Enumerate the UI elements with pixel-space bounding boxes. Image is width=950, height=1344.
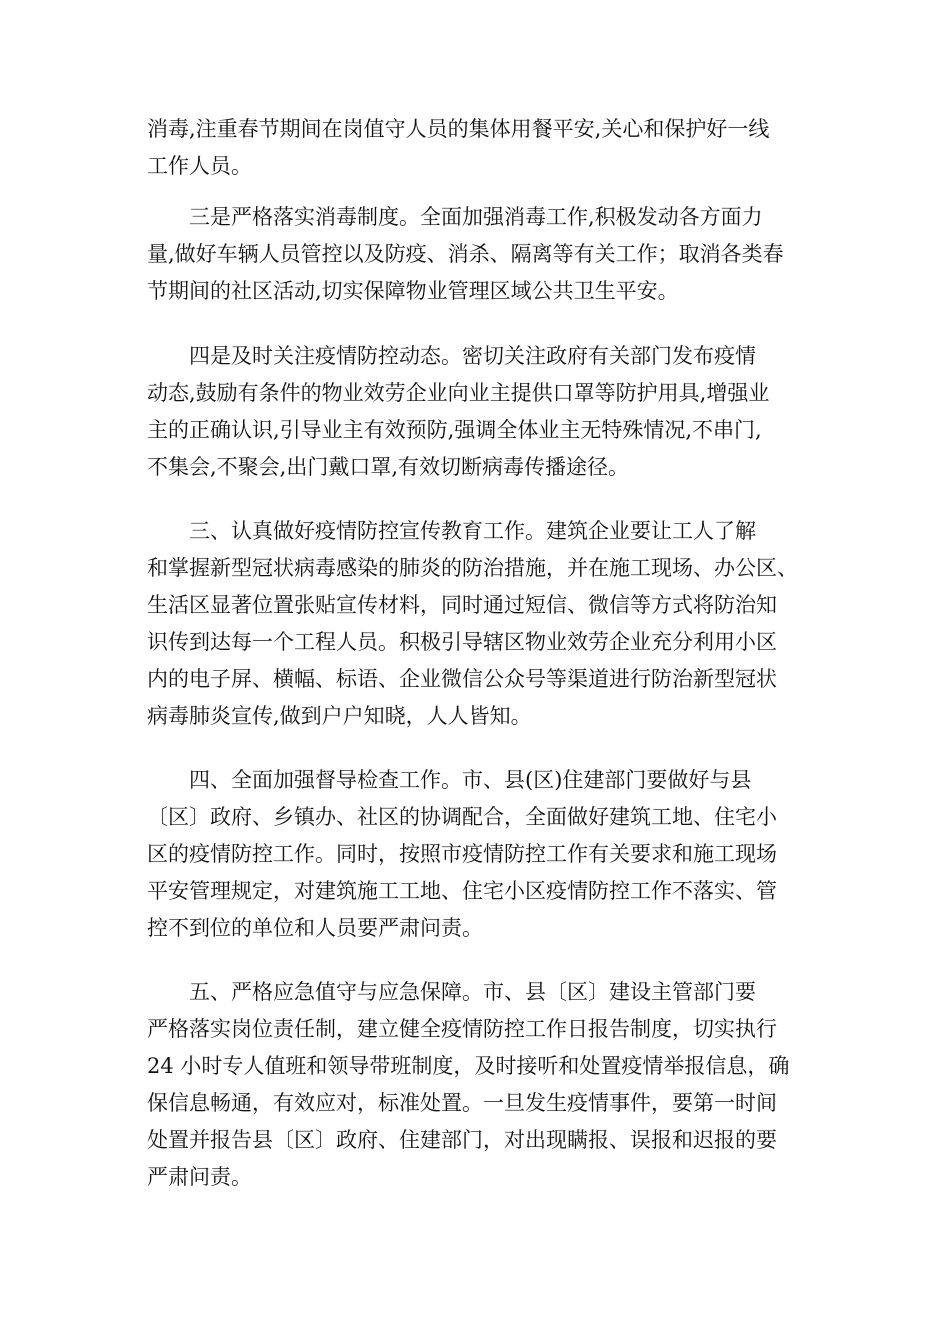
paragraph-line: 节期间的社区活动,切实保障物业管理区域公共卫生平安。 [147,279,679,303]
paragraph-line: 严格落实岗位责任制，建立健全疫情防控工作日报告制度，切实执行 [147,1017,777,1041]
paragraph-line: 量,做好车辆人员管控以及防疫、消杀、隔离等有关工作；取消各类春 [147,242,784,266]
paragraph-line: 和掌握新型冠状病毒感染的肺炎的防治措施，并在施工现场、办公区、 [147,556,798,580]
paragraph-disinfection-meals [147,111,827,185]
paragraph-line: 三、认真做好疫情防控宣传教育工作。建筑企业要让工人了解 [147,519,756,543]
paragraph-line: 保信息畅通，有效应对，标准处置。一旦发生疫情事件，要第一时间 [147,1091,777,1115]
paragraph-line: 四、全面加强督导检查工作。市、县(区)住建部门要做好与县 [147,768,752,792]
paragraph-line: 三是严格落实消毒制度。全面加强消毒工作,积极发动各方面力 [147,205,763,229]
paragraph-line: 内的电子屏、横幅、标语、企业微信公众号等渠道进行防治新型冠状 [147,667,777,691]
paragraph-line: 病毒肺炎宣传,做到户户知晓，人人皆知。 [147,704,532,728]
paragraph-line: 主的正确认识,引导业主有效预防,强调全体业主无特殊情况,不串门, [147,418,762,442]
paragraph-line: 消毒,注重春节期间在岗值守人员的集体用餐平安,关心和保护好一线 [147,117,770,141]
paragraph-emergency-duty [147,974,827,1196]
paragraph-line: 不集会,不聚会,出门戴口罩,有效切断病毒传播途径。 [147,455,630,479]
paragraph-line: 平安管理规定，对建筑施工工地、住宅小区疫情防控工作不落实、管 [147,879,777,903]
paragraph-line: 控不到位的单位和人员要严肃问责。 [147,916,483,940]
paragraph-line: 四是及时关注疫情防控动态。密切关注政府有关部门发布疫情 [147,344,756,368]
paragraph-line: 区的疫情防控工作。同时，按照市疫情防控工作有关要求和施工现场 [147,842,777,866]
paragraph-line: 处置并报告县〔区〕政府、住建部门，对出现瞒报、误报和迟报的要 [147,1128,777,1152]
paragraph-supervision-inspection [147,762,827,947]
paragraph-line: 24 小时专人值班和领导带班制度，及时接听和处置疫情举报信息，确 [147,1054,790,1078]
paragraph-publicity-education [147,513,827,735]
paragraph-line: 五、严格应急值守与应急保障。市、县〔区〕建设主管部门要 [147,980,756,1004]
paragraph-line: 工作人员。 [147,154,252,178]
paragraph-epidemic-dynamics [147,338,827,486]
paragraph-line: 动态,鼓励有条件的物业效劳企业向业主提供口罩等防护用具,增强业 [147,381,770,405]
paragraph-line: 严肃问责。 [147,1165,252,1189]
paragraph-line: 〔区〕政府、乡镇办、社区的协调配合，全面做好建筑工地、住宅小 [147,805,777,829]
paragraph-line: 识传到达每一个工程人员。积极引导辖区物业效劳企业充分利用小区 [147,630,777,654]
paragraph-line: 生活区显著位置张贴宣传材料，同时通过短信、微信等方式将防治知 [147,593,777,617]
paragraph-disinfection-system [147,199,827,310]
